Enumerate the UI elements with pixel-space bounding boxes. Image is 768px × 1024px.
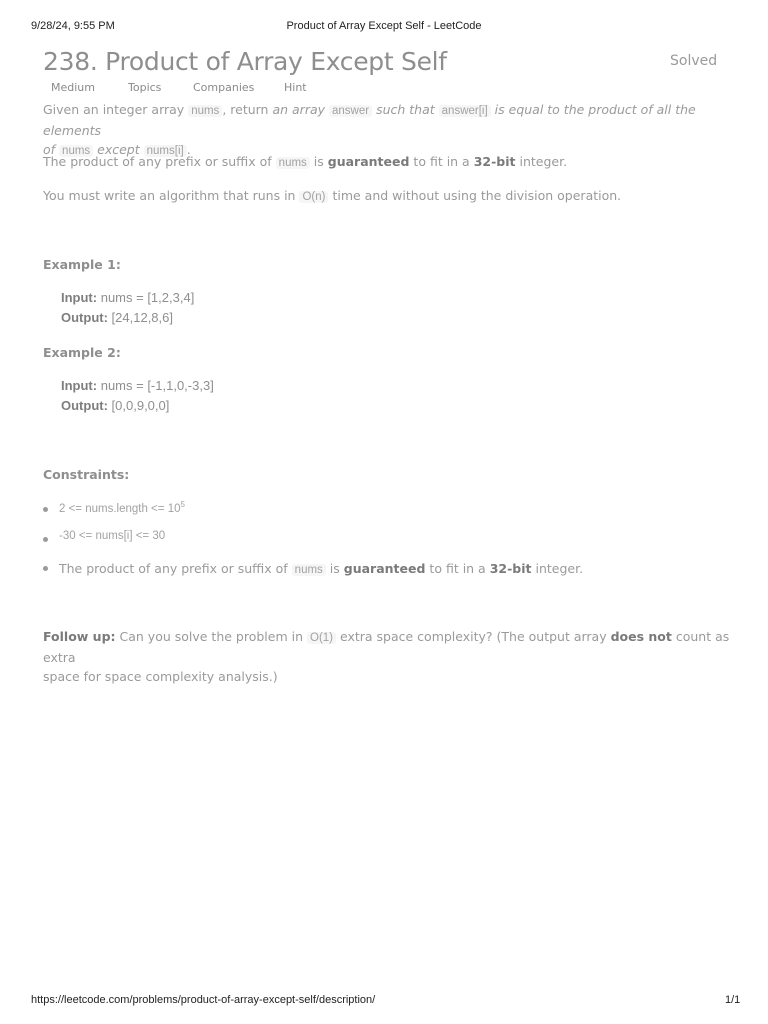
constraints-heading: Constraints: bbox=[43, 467, 130, 482]
inline-code: nums bbox=[292, 564, 326, 576]
example-1-input: nums = [1,2,3,4] bbox=[100, 290, 195, 305]
difficulty-tag[interactable]: Medium bbox=[51, 81, 95, 94]
follow-up: Follow up: Can you solve the problem in O(1) extra space complexity? (The output array does not count as extra space for space complexity analysis.) bbox=[43, 629, 730, 684]
example-1-output: [24,12,8,6] bbox=[111, 310, 173, 325]
inline-code: answer bbox=[329, 105, 372, 117]
example-2-block: Input: nums = [-1,1,0,-3,3] Output: [0,0,9,0,0] bbox=[61, 378, 214, 413]
example-1-heading: Example 1: bbox=[43, 257, 121, 272]
hint-tag[interactable]: Hint bbox=[284, 81, 307, 94]
solved-status: Solved bbox=[670, 53, 718, 69]
bullet bbox=[43, 507, 48, 512]
print-date: 9/28/24, 9:55 PM bbox=[31, 20, 115, 32]
print-url: https://leetcode.com/problems/product-of-array-except-self/description/ bbox=[31, 994, 376, 1006]
inline-code: nums[i] bbox=[144, 145, 187, 157]
print-page-number: 1/1 bbox=[725, 994, 741, 1006]
bullet bbox=[43, 566, 48, 571]
print-page-title: Product of Array Except Self - LeetCode bbox=[286, 20, 482, 32]
description-paragraph-3: You must write an algorithm that runs in O(n) time and without using the division operation. bbox=[43, 188, 622, 203]
inline-code: nums bbox=[188, 105, 222, 117]
description-paragraph-1: Given an integer array nums , return an array answer such that answer[i] is equal to the product of all the elements of nums except nums[i] . bbox=[43, 102, 696, 157]
inline-code: nums bbox=[59, 145, 93, 157]
description-paragraph-2: The product of any prefix or suffix of nums is guaranteed to fit in a 32-bit integer. bbox=[43, 154, 568, 169]
example-2-input: nums = [-1,1,0,-3,3] bbox=[100, 378, 214, 393]
example-2-heading: Example 2: bbox=[43, 345, 121, 360]
companies-tag[interactable]: Companies bbox=[193, 81, 255, 94]
inline-code: answer[i] bbox=[439, 105, 491, 117]
inline-code: O(1) bbox=[307, 632, 336, 644]
topics-tag[interactable]: Topics bbox=[128, 81, 162, 94]
example-2-output: [0,0,9,0,0] bbox=[111, 398, 170, 413]
inline-code: O(n) bbox=[299, 191, 328, 203]
problem-title: 238. Product of Array Except Self bbox=[43, 47, 447, 76]
bullet bbox=[43, 537, 48, 542]
example-1-block: Input: nums = [1,2,3,4] Output: [24,12,8,6] bbox=[61, 290, 195, 325]
inline-code: nums bbox=[276, 157, 310, 169]
